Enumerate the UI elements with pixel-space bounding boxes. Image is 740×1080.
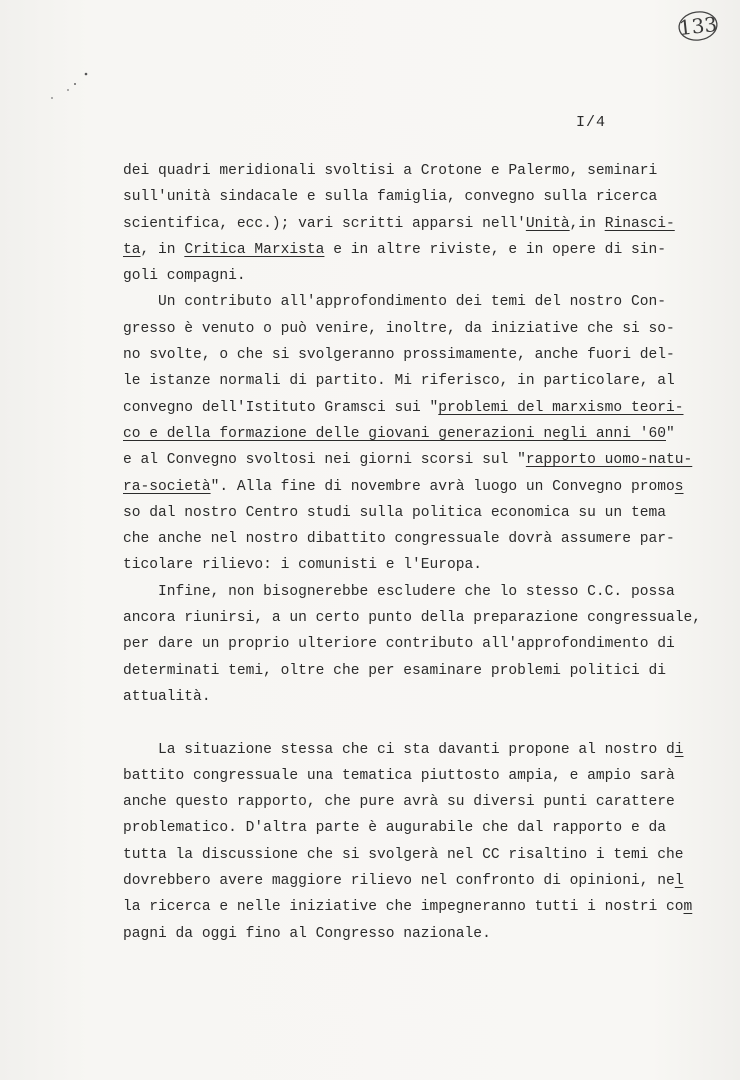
- text-segment: pagni da oggi fino al Congresso nazionale.: [123, 925, 491, 942]
- paragraph-gap: [123, 710, 683, 736]
- text-segment: ancora riunirsi, a un certo punto della preparazione congressuale,: [123, 610, 702, 627]
- text-segment: e al Convegno svoltosi nei giorni scorsi sul ": [123, 452, 526, 469]
- text-segment: Un contributo all'approfondimento dei temi del nostro Con-: [123, 294, 666, 311]
- underlined-text: co e della formazione delle giovani generazioni negli anni '60: [123, 425, 666, 442]
- paragraph: [123, 737, 693, 947]
- underlined-text: Rinasci-: [604, 215, 675, 232]
- text-line: [123, 868, 683, 894]
- text-segment: ": [665, 425, 675, 442]
- paragraph: [123, 289, 693, 578]
- text-segment: ". Alla fine di novembre avrà luogo un Convegno promo: [210, 478, 675, 495]
- text-line: [123, 316, 683, 342]
- text-line: [123, 684, 683, 710]
- text-segment: scientifica, ecc.); vari scritti apparsi nell': [123, 215, 526, 232]
- text-line: [123, 184, 683, 210]
- text-line: [123, 631, 683, 657]
- paragraph: [123, 579, 702, 710]
- text-segment: ticolare rilievo: i comunisti e l'Europa.: [123, 557, 483, 574]
- text-line: [123, 579, 683, 605]
- ink-specks: [48, 68, 98, 108]
- text-line: [123, 605, 702, 631]
- text-segment: battito congressuale una tematica piuttosto ampia, e ampio sarà: [123, 767, 675, 784]
- text-segment: Infine, non bisognerebbe escludere che lo stesso C.C. possa: [123, 583, 675, 600]
- text-line: [123, 737, 683, 763]
- archive-stamp: [676, 8, 720, 44]
- text-segment: e in altre riviste, e in opere di sin-: [324, 241, 666, 258]
- text-line: [123, 500, 683, 526]
- text-segment: che anche nel nostro dibattito congressuale dovrà assumere par-: [123, 531, 675, 548]
- text-line: [123, 894, 693, 920]
- underlined-text: l: [674, 873, 684, 890]
- text-line: [123, 342, 683, 368]
- document-body: [123, 158, 702, 947]
- text-line: [123, 789, 683, 815]
- text-segment: so dal nostro Centro studi sulla politica economica su un tema: [123, 504, 666, 521]
- paragraph: [123, 158, 683, 289]
- text-segment: la ricerca e nelle iniziative che impegneranno tutti i nostri co: [123, 899, 684, 916]
- text-segment: goli compagni.: [123, 268, 246, 285]
- text-line: [123, 368, 683, 394]
- text-segment: ,in: [569, 215, 605, 232]
- text-segment: anche questo rapporto, che pure avrà su diversi punti carattere: [123, 794, 675, 811]
- text-segment: , in: [140, 241, 185, 258]
- text-segment: problematico. D'altra parte è augurabile che dal rapporto e da: [123, 820, 666, 837]
- underlined-text: ra-società: [123, 478, 211, 495]
- text-line: [123, 474, 683, 500]
- text-line: [123, 526, 683, 552]
- text-segment: le istanze normali di partito. Mi riferisco, in particolare, al: [123, 373, 675, 390]
- text-segment: gresso è venuto o può venire, inoltre, da iniziative che si so-: [123, 320, 675, 337]
- text-line: [123, 158, 683, 184]
- page-number: I/4: [576, 114, 607, 131]
- text-segment: convegno dell'Istituto Gramsci sui ": [123, 399, 439, 416]
- underlined-text: problemi del marxismo teori-: [438, 399, 684, 416]
- text-line: [123, 395, 683, 421]
- text-line: [123, 763, 683, 789]
- text-segment: dei quadri meridionali svoltisi a Crotone e Palermo, seminari: [123, 163, 658, 179]
- underlined-text: Unità: [525, 215, 570, 232]
- text-line: [123, 552, 683, 578]
- text-segment: per dare un proprio ulteriore contributo all'approfondimento di: [123, 636, 675, 653]
- underlined-text: s: [674, 478, 684, 495]
- underlined-text: rapporto uomo-natu-: [525, 452, 693, 469]
- text-segment: sull'unità sindacale e sulla famiglia, convegno sulla ricerca: [123, 189, 658, 206]
- text-line: [123, 842, 683, 868]
- text-line: [123, 289, 683, 315]
- underlined-text: ta: [123, 241, 141, 258]
- text-line: [123, 237, 683, 263]
- text-line: [123, 815, 683, 841]
- text-segment: La situazione stessa che ci sta davanti propone al nostro d: [123, 741, 675, 758]
- underlined-text: i: [674, 741, 684, 758]
- underlined-text: m: [683, 899, 693, 916]
- text-segment: dovrebbero avere maggiore rilievo nel confronto di opinioni, ne: [123, 873, 675, 890]
- text-line: [123, 263, 683, 289]
- text-line: [123, 447, 693, 473]
- underlined-text: Critica Marxista: [184, 241, 325, 258]
- text-line: [123, 211, 683, 237]
- text-segment: attualità.: [123, 688, 211, 705]
- text-segment: determinati temi, oltre che per esaminare problemi politici di: [123, 662, 666, 679]
- text-segment: tutta la discussione che si svolgerà nel CC risaltino i temi che: [123, 846, 684, 863]
- text-segment: no svolte, o che si svolgeranno prossimamente, anche fuori del-: [123, 347, 675, 364]
- text-line: [123, 421, 683, 447]
- stamp-number: 133: [677, 12, 719, 40]
- text-line: [123, 921, 683, 947]
- text-line: [123, 658, 683, 684]
